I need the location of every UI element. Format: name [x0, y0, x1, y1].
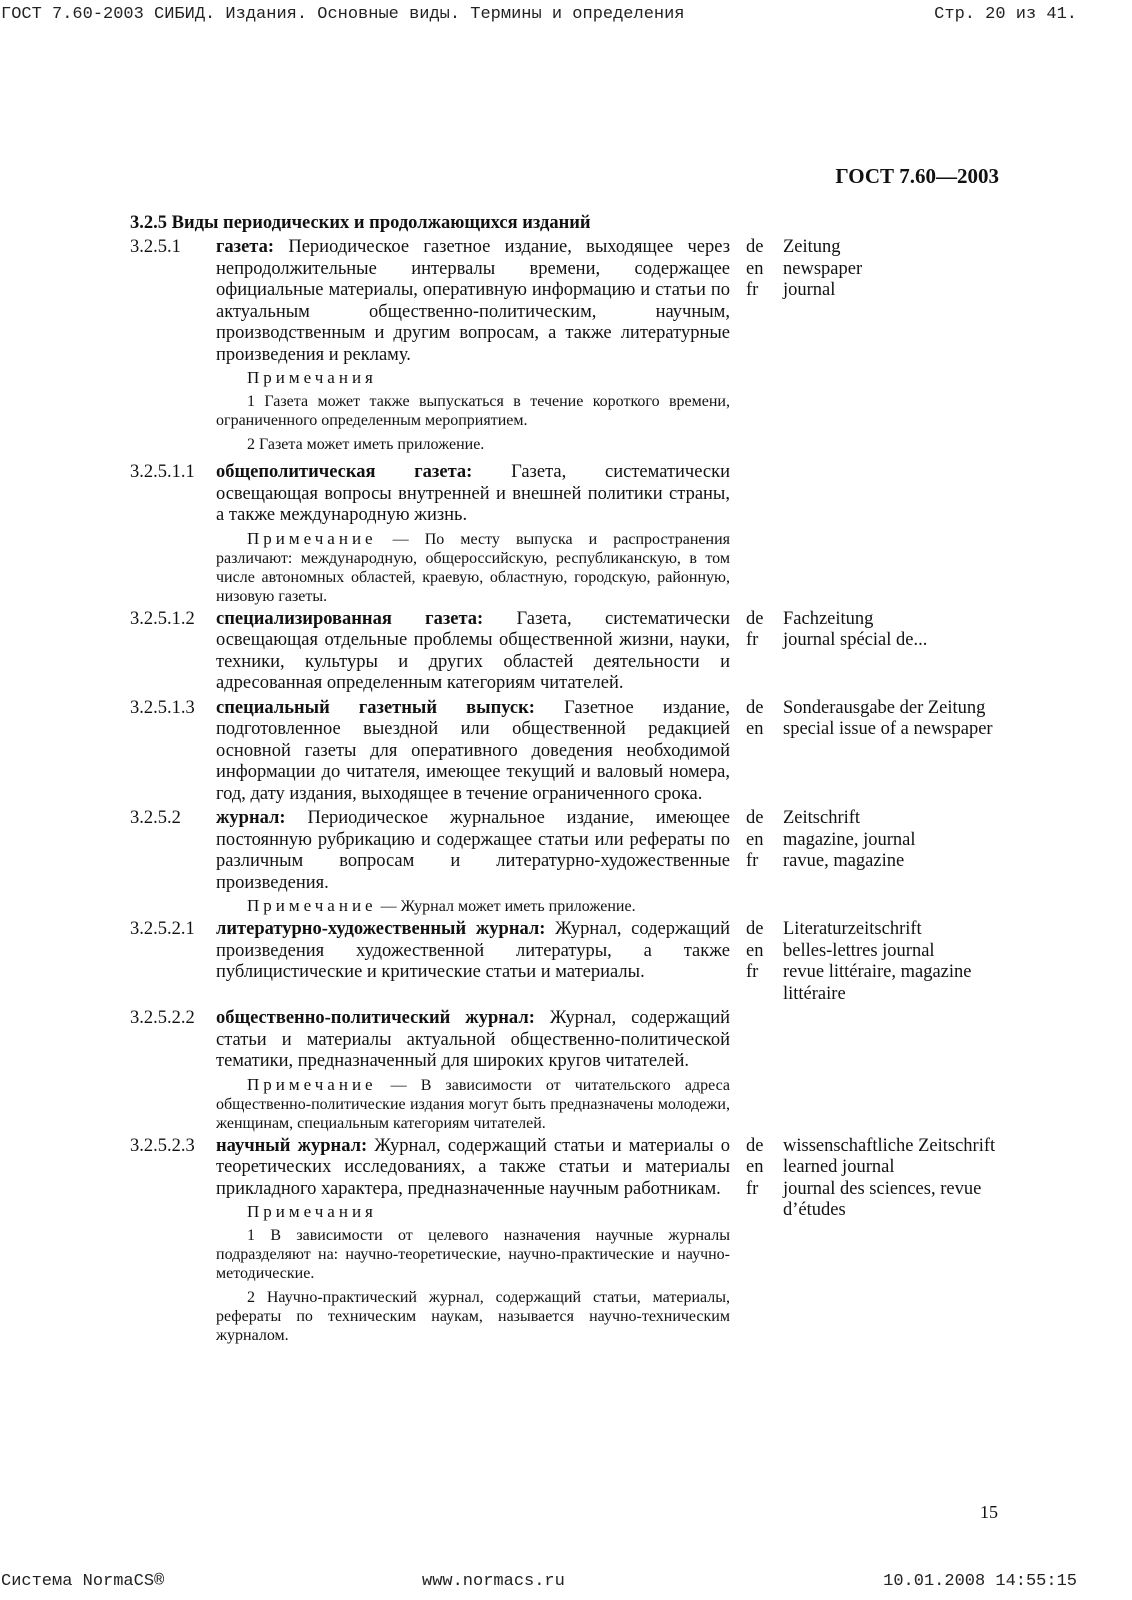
term-name: специализированная газета: [216, 608, 484, 629]
language-code: de [746, 608, 764, 629]
equivalent-term: revue littéraire, magazine littéraire [783, 962, 972, 1004]
language-code: en [746, 719, 764, 739]
page-number: 15 [980, 1502, 998, 1522]
equivalent-row [746, 237, 1002, 259]
language-code: en [746, 258, 764, 279]
note-item: 2 Газета может иметь приложение. [247, 436, 485, 453]
footer-timestamp: 10.01.2008 14:55:15 [883, 1572, 1077, 1591]
term-number: 3.2.5.1.2 [130, 608, 195, 629]
term-name: общеполитическая газета: [216, 462, 473, 482]
equivalent-row [746, 830, 1002, 852]
equivalent-term: newspaper [783, 258, 863, 279]
term-entry [130, 609, 1002, 695]
equivalent-row [746, 1179, 1002, 1222]
term-name: газета: [216, 237, 275, 257]
equivalent-row [746, 1157, 1002, 1179]
note-item: 2 Научно-практический журнал, содержащий статьи, материалы, рефераты по техническим наукам, называется научно-техническим журналом. [216, 1289, 730, 1344]
foreign-equivalents [746, 237, 1002, 302]
term-entry [130, 237, 1002, 459]
note-item: 1 Газета может также выпускаться в течение короткого времени, ограниченного определенным мероприятием. [216, 393, 730, 429]
foreign-equivalents [746, 808, 1002, 873]
equivalent-term: Sonderausgabe der Zeitung [783, 697, 986, 718]
language-code: de [746, 1135, 764, 1156]
equivalent-row [746, 698, 1002, 720]
term-number: 3.2.5.2.3 [130, 1135, 195, 1156]
definition-text: Газетное издание, подготовленное выездной или общественной редакцией основной газеты для оперативного доведения необходимой информации до читателя, имеющее текущий и валовый номера, год, дату издания, выходящее в течение ограниченного срока. [216, 697, 730, 804]
foreign-equivalents [746, 698, 1002, 741]
equivalent-term: Zeitung [783, 237, 841, 257]
definition-text: Журнал, содержащий произведения художественной литературы, а также публицистические и критические статьи и материалы. [216, 919, 730, 982]
term-definition [216, 808, 730, 894]
note-text: — В зависимости от читательского адреса общественно-политические издания могут быть предназначены молодежи, женщинам, специальным категориям читателей. [216, 1076, 730, 1132]
language-code: de [746, 919, 764, 939]
term-definition [216, 1008, 730, 1073]
term-definition [216, 609, 730, 695]
note-text: — Журнал может иметь приложение. [376, 898, 636, 915]
equivalent-term: ravue, magazine [783, 851, 905, 871]
term-definition [216, 919, 730, 984]
language-code: en [746, 829, 764, 850]
term-definition-block [216, 462, 730, 606]
note-item [216, 896, 730, 916]
definition-text: Журнал, содержащий статьи и материалы о теоретических исследованиях, а также статьи и материалы прикладного характера, предназначенные научным работникам. [216, 1135, 731, 1199]
equivalent-row [746, 962, 1002, 1005]
term-definition [216, 237, 730, 366]
equivalent-term: journal [783, 280, 836, 300]
equivalent-row [746, 630, 1002, 652]
term-definition-block [216, 698, 730, 806]
note-item [216, 529, 730, 606]
language-code: de [746, 697, 764, 718]
equivalent-term: Fachzeitung [783, 608, 874, 629]
equivalent-term: magazine, journal [783, 829, 916, 850]
definition-text: Периодическое газетное издание, выходящее через непродолжительные интервалы времени, содержащее официальные материалы, оперативную информацию и статьи по актуальным общественно-политическим, научным, производственным и другим вопросам, а также литературные произведения и рекламу. [216, 237, 730, 365]
footer-system-name: Система NormaCS® [1, 1572, 165, 1591]
note-item: 1 В зависимости от целевого назначения научные журналы подразделяют на: научно-теоретические, научно-практические и научно-методические. [216, 1227, 730, 1282]
term-name: литературно-художественный журнал: [216, 919, 546, 939]
term-definition [216, 1136, 730, 1201]
term-definition-block [216, 808, 730, 916]
equivalent-term: Zeitschrift [783, 808, 861, 828]
notes-heading: Примечания [247, 1202, 377, 1221]
term-entry [130, 808, 1002, 916]
equivalent-row [746, 280, 1002, 302]
language-code: en [746, 940, 764, 961]
term-number: 3.2.5.2.1 [130, 919, 195, 939]
term-name: специальный газетный выпуск: [216, 697, 535, 718]
foreign-equivalents [746, 609, 1002, 652]
term-definition-block [216, 1008, 730, 1133]
term-definition-block [216, 237, 730, 459]
equivalent-row [746, 808, 1002, 830]
term-number: 3.2.5.2 [130, 808, 181, 828]
language-code: fr [746, 851, 759, 871]
equivalent-row [746, 719, 1002, 741]
footer-website-link[interactable]: www.normacs.ru [422, 1572, 565, 1591]
term-entry [130, 1008, 1002, 1133]
term-entry [130, 1136, 1002, 1351]
term-definition-block [216, 1136, 730, 1351]
language-code: fr [746, 280, 759, 300]
language-code: en [746, 1157, 764, 1177]
section-title: 3.2.5 Виды периодических и продолжающихся изданий [130, 213, 591, 233]
equivalent-term: special issue of a newspaper [783, 719, 993, 739]
term-number: 3.2.5.2.2 [130, 1008, 195, 1028]
term-entry [130, 462, 1002, 606]
term-number: 3.2.5.1.1 [130, 462, 195, 482]
equivalent-term: wissenschaftliche Zeitschrift [783, 1135, 996, 1156]
foreign-equivalents [746, 1136, 1002, 1222]
equivalent-row [746, 941, 1002, 963]
note-item [216, 1075, 730, 1133]
definition-text: Периодическое журнальное издание, имеющее постоянную рубрикацию и содержащее статьи или рефераты по различным вопросам и литературно-художественные произведения. [216, 808, 730, 893]
term-definition-block [216, 609, 730, 695]
equivalent-term: learned journal [783, 1157, 895, 1177]
notes-heading: Примечания [247, 368, 377, 387]
document-body [130, 212, 1002, 1350]
term-definition-block [216, 919, 730, 984]
equivalent-row [746, 851, 1002, 873]
term-name: журнал: [216, 808, 286, 828]
term-name: научный журнал: [216, 1135, 368, 1156]
note-text: — По месту выпуска и распространения различают: международную, общероссийскую, республиканскую, в том числе автономных областей, краевую, областную, городскую, районную, низовую газеты. [216, 530, 730, 605]
term-name: общественно-политический журнал: [216, 1008, 535, 1028]
header-page-counter: Стр. 20 из 41. [934, 5, 1077, 24]
note-label: Примечание [247, 1074, 377, 1094]
term-number: 3.2.5.1.3 [130, 697, 195, 718]
equivalent-term: Literaturzeitschrift [783, 919, 922, 939]
equivalent-row [746, 259, 1002, 281]
definition-text: Газета, систематически освещающая отдельные проблемы общественной жизни, науки, техники, культуры и других областей деятельности и адресованная определенным категориям читателей. [216, 608, 730, 693]
language-code: de [746, 808, 764, 828]
equivalent-term: belles-lettres journal [783, 940, 935, 961]
equivalent-row [746, 1136, 1002, 1158]
term-definition [216, 698, 730, 806]
term-entry [130, 698, 1002, 806]
definition-text: Журнал, содержащий статьи и материалы актуальной общественно-политической тематики, предназначенный для широких кругов читателей. [216, 1008, 730, 1071]
note-label: Примечание [247, 528, 377, 548]
foreign-equivalents [746, 919, 1002, 1005]
definition-text: Газета, систематически освещающая вопросы внутренней и внешней политики страны, а также международную жизнь. [216, 462, 730, 525]
language-code: fr [746, 630, 759, 650]
note-label: Примечание [247, 896, 377, 915]
language-code: fr [746, 962, 759, 982]
standard-code: ГОСТ 7.60—2003 [835, 164, 999, 188]
language-code: de [746, 237, 764, 257]
language-code: fr [746, 1178, 759, 1199]
term-entry [130, 919, 1002, 1005]
term-definition [216, 462, 730, 527]
header-document-title: ГОСТ 7.60-2003 СИБИД. Издания. Основные виды. Термины и определения [1, 5, 685, 24]
term-number: 3.2.5.1 [130, 237, 181, 257]
equivalent-row [746, 609, 1002, 631]
equivalent-row [746, 919, 1002, 941]
equivalent-term: journal spécial de... [783, 630, 928, 650]
equivalent-term: journal des sciences, revue d’études [783, 1178, 982, 1220]
